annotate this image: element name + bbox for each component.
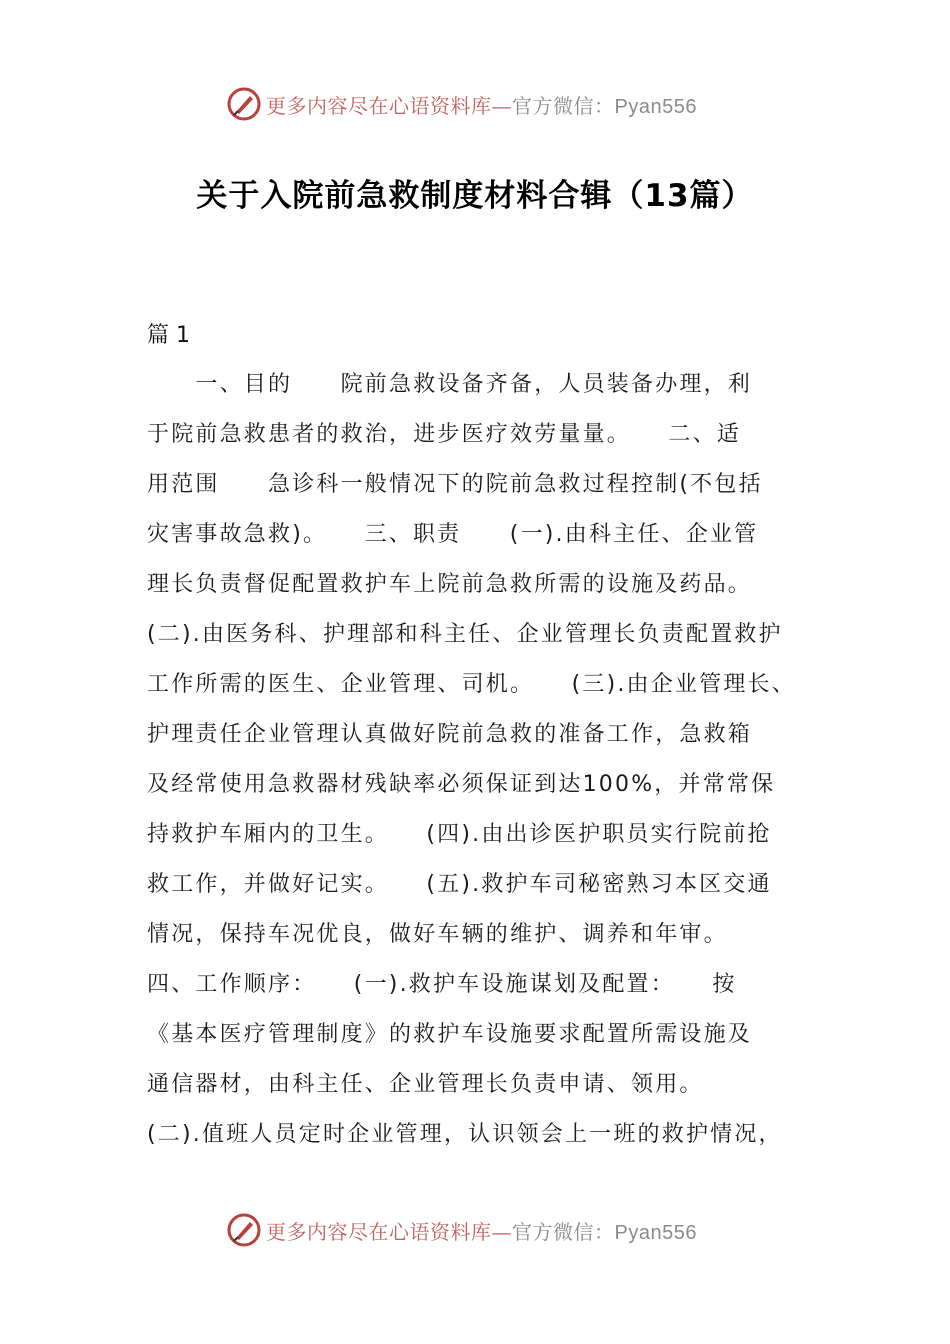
- text-line: 理长负责督促配置救护车上院前急救所需的设施及药品。: [147, 572, 753, 597]
- text-line: 一、目的 院前急救设备齐备，人员装备办理，利: [147, 372, 753, 397]
- pen-logo-icon: [226, 1212, 262, 1248]
- text-line: 救工作，并做好记实。 (五).救护车司秘密熟习本区交通: [147, 872, 772, 897]
- text-line: 情况，保持车况优良，做好车辆的维护、调养和年审。: [147, 922, 728, 947]
- text-line: 四、工作顺序： (一).救护车设施谋划及配置： 按: [147, 972, 737, 997]
- text-line: 灾害事故急救)。 三、职责 (一).由科主任、企业管: [147, 522, 759, 547]
- banner-text: 更多内容尽在心语资料库—官方微信：Pyan556: [266, 1219, 697, 1244]
- text-line: (二).值班人员定时企业管理，认识领会上一班的救护情况，: [147, 1122, 783, 1147]
- text-line: 用范围 急诊科一般情况下的院前急救过程控制(不包括: [147, 472, 763, 497]
- text-line: 《基本医疗管理制度》的救护车设施要求配置所需设施及: [147, 1022, 753, 1047]
- body-paragraph: [147, 360, 807, 1160]
- section-label: 篇 1: [147, 323, 190, 348]
- banner-text: 更多内容尽在心语资料库—官方微信：Pyan556: [266, 93, 697, 118]
- text-line: 护理责任企业管理认真做好院前急救的准备工作，急救箱: [147, 722, 753, 747]
- text-line: 及经常使用急救器材残缺率必须保证到达100%，并常常保: [147, 772, 776, 797]
- text-line: (二).由医务科、护理部和科主任、企业管理长负责配置救护: [147, 622, 783, 647]
- text-line: 持救护车厢内的卫生。 (四).由出诊医护职员实行院前抢: [147, 822, 772, 847]
- pen-logo-icon: [226, 86, 262, 122]
- text-line: 通信器材，由科主任、企业管理长负责申请、领用。: [147, 1072, 704, 1097]
- text-line: 于院前急救患者的救治，进步医疗效劳量量。 二、适: [147, 422, 742, 447]
- text-line: 工作所需的医生、企业管理、司机。 (三).由企业管理长、: [147, 672, 796, 697]
- footer-banner: [0, 1210, 950, 1250]
- header-banner: [0, 84, 950, 124]
- document-title: 关于入院前急救制度材料合辑（13篇）: [196, 178, 754, 214]
